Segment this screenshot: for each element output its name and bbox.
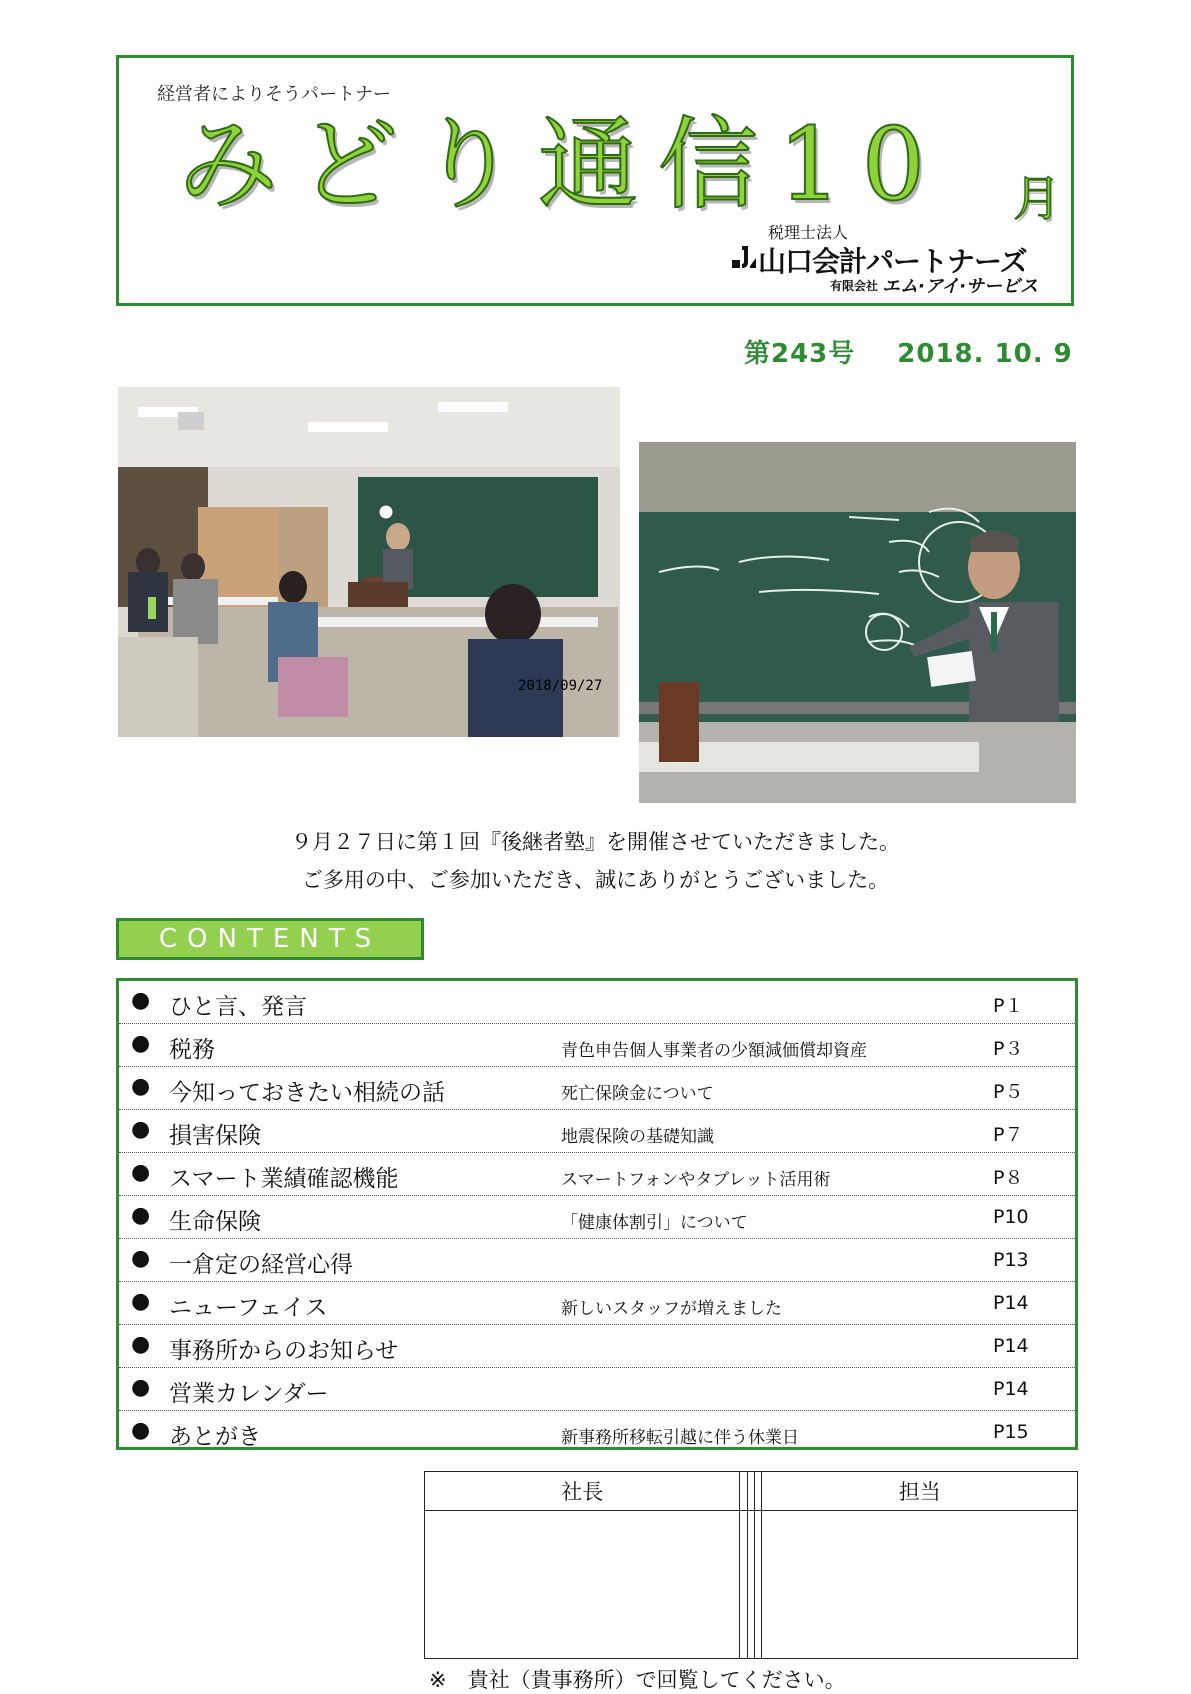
approval-president-label: 社長 <box>425 1472 740 1511</box>
toc-title: 事務所からのお知らせ <box>169 1338 399 1364</box>
bullet-icon: ● <box>131 1418 151 1443</box>
intro-text <box>0 823 1191 899</box>
toc-subtitle: 死亡保険金について <box>561 1084 714 1104</box>
toc-page: P３ <box>993 1038 1024 1060</box>
toc-row <box>119 1282 1075 1325</box>
approval-cell <box>755 1472 762 1511</box>
toc-page: P５ <box>993 1081 1024 1103</box>
toc-title: 営業カレンダー <box>169 1381 329 1407</box>
toc-page: P13 <box>993 1249 1029 1271</box>
approval-cell <box>740 1472 747 1511</box>
toc-page: P１ <box>993 995 1024 1017</box>
bullet-icon: ● <box>131 1074 151 1099</box>
toc-title: あとがき <box>169 1424 261 1450</box>
company-logo-icon <box>730 244 756 270</box>
toc-row <box>119 1024 1075 1067</box>
company-label: 税理士法人 <box>768 223 849 242</box>
bullet-icon: ● <box>131 1246 151 1271</box>
toc-page: P10 <box>993 1206 1029 1228</box>
bullet-icon: ● <box>131 1375 151 1400</box>
toc-row <box>119 1368 1075 1411</box>
approval-cell <box>747 1472 754 1511</box>
masthead <box>178 106 1078 227</box>
newsletter-month: 月 <box>1013 171 1062 227</box>
approval-stamp-box <box>755 1511 762 1659</box>
toc-page: P15 <box>993 1421 1029 1443</box>
toc-title: 一倉定の経営心得 <box>169 1252 353 1278</box>
toc-page: P14 <box>993 1378 1029 1400</box>
toc-title: スマート業績確認機能 <box>169 1166 399 1192</box>
intro-line-2: ご多用の中、ご参加いただき、誠にありがとうございました。 <box>301 868 890 892</box>
issue-line <box>744 333 1073 370</box>
toc-title: ひと言、発言 <box>169 994 307 1020</box>
bullet-icon: ● <box>131 988 151 1013</box>
toc-row <box>119 1239 1075 1282</box>
toc-subtitle: スマートフォンやタブレット活用術 <box>561 1170 831 1190</box>
tagline: 経営者によりそうパートナー <box>157 84 391 105</box>
company-name: 山口会計パートナーズ <box>758 245 1027 278</box>
approval-stamp-box <box>762 1511 1078 1659</box>
toc-page: P８ <box>993 1167 1024 1189</box>
toc-page: P７ <box>993 1124 1024 1146</box>
toc-subtitle: 青色申告個人事業者の少額減価償却資産 <box>561 1041 867 1061</box>
approval-stamp-table <box>424 1471 1078 1659</box>
toc-title: 税務 <box>169 1037 215 1063</box>
approval-staff-label: 担当 <box>762 1472 1078 1511</box>
company-sub-name: エム·アイ·サービス <box>882 276 1039 297</box>
toc-title: 損害保険 <box>169 1123 261 1149</box>
issue-number: 第243号 <box>744 339 856 369</box>
toc-row <box>119 1196 1075 1239</box>
toc-row <box>119 1411 1075 1454</box>
bullet-icon: ● <box>131 1117 151 1142</box>
bullet-icon: ● <box>131 1031 151 1056</box>
intro-line-1: ９月２７日に第１回『後継者塾』を開催させていただきました。 <box>291 830 900 854</box>
toc-page: P14 <box>993 1335 1029 1357</box>
approval-stamp-box <box>740 1511 747 1659</box>
bullet-icon: ● <box>131 1332 151 1357</box>
bullet-icon: ● <box>131 1289 151 1314</box>
toc-page: P14 <box>993 1292 1029 1314</box>
toc-subtitle: 新事務所移転引越に伴う休業日 <box>561 1428 799 1448</box>
toc-title: 生命保険 <box>169 1209 261 1235</box>
speaker-photo <box>639 442 1076 803</box>
bullet-icon: ● <box>131 1160 151 1185</box>
photo-timestamp: 2018/09/27 <box>518 678 603 694</box>
toc-row <box>119 1110 1075 1153</box>
contents-table <box>116 978 1078 1450</box>
toc-subtitle: 地震保険の基礎知識 <box>561 1127 714 1147</box>
contents-label: CONTENTS <box>116 918 424 960</box>
issue-date: 2018. 10. 9 <box>897 339 1073 369</box>
toc-row <box>119 1153 1075 1196</box>
toc-row <box>119 1067 1075 1110</box>
circulation-note: ※ 貴社（貴事務所）で回覧してください。 <box>429 1668 846 1692</box>
toc-subtitle: 新しいスタッフが増えました <box>561 1299 782 1319</box>
toc-subtitle: 「健康体割引」について <box>561 1213 748 1233</box>
toc-row <box>119 1325 1075 1368</box>
company-sub-prefix: 有限会社 <box>830 279 879 293</box>
toc-title: 今知っておきたい相続の話 <box>169 1080 445 1106</box>
approval-stamp-box <box>425 1511 740 1659</box>
bullet-icon: ● <box>131 1203 151 1228</box>
toc-title: ニューフェイス <box>169 1295 328 1321</box>
toc-row <box>119 981 1075 1024</box>
newsletter-title: みどり通信10 <box>178 106 946 223</box>
seminar-room-photo <box>118 387 620 737</box>
approval-stamp-box <box>747 1511 754 1659</box>
